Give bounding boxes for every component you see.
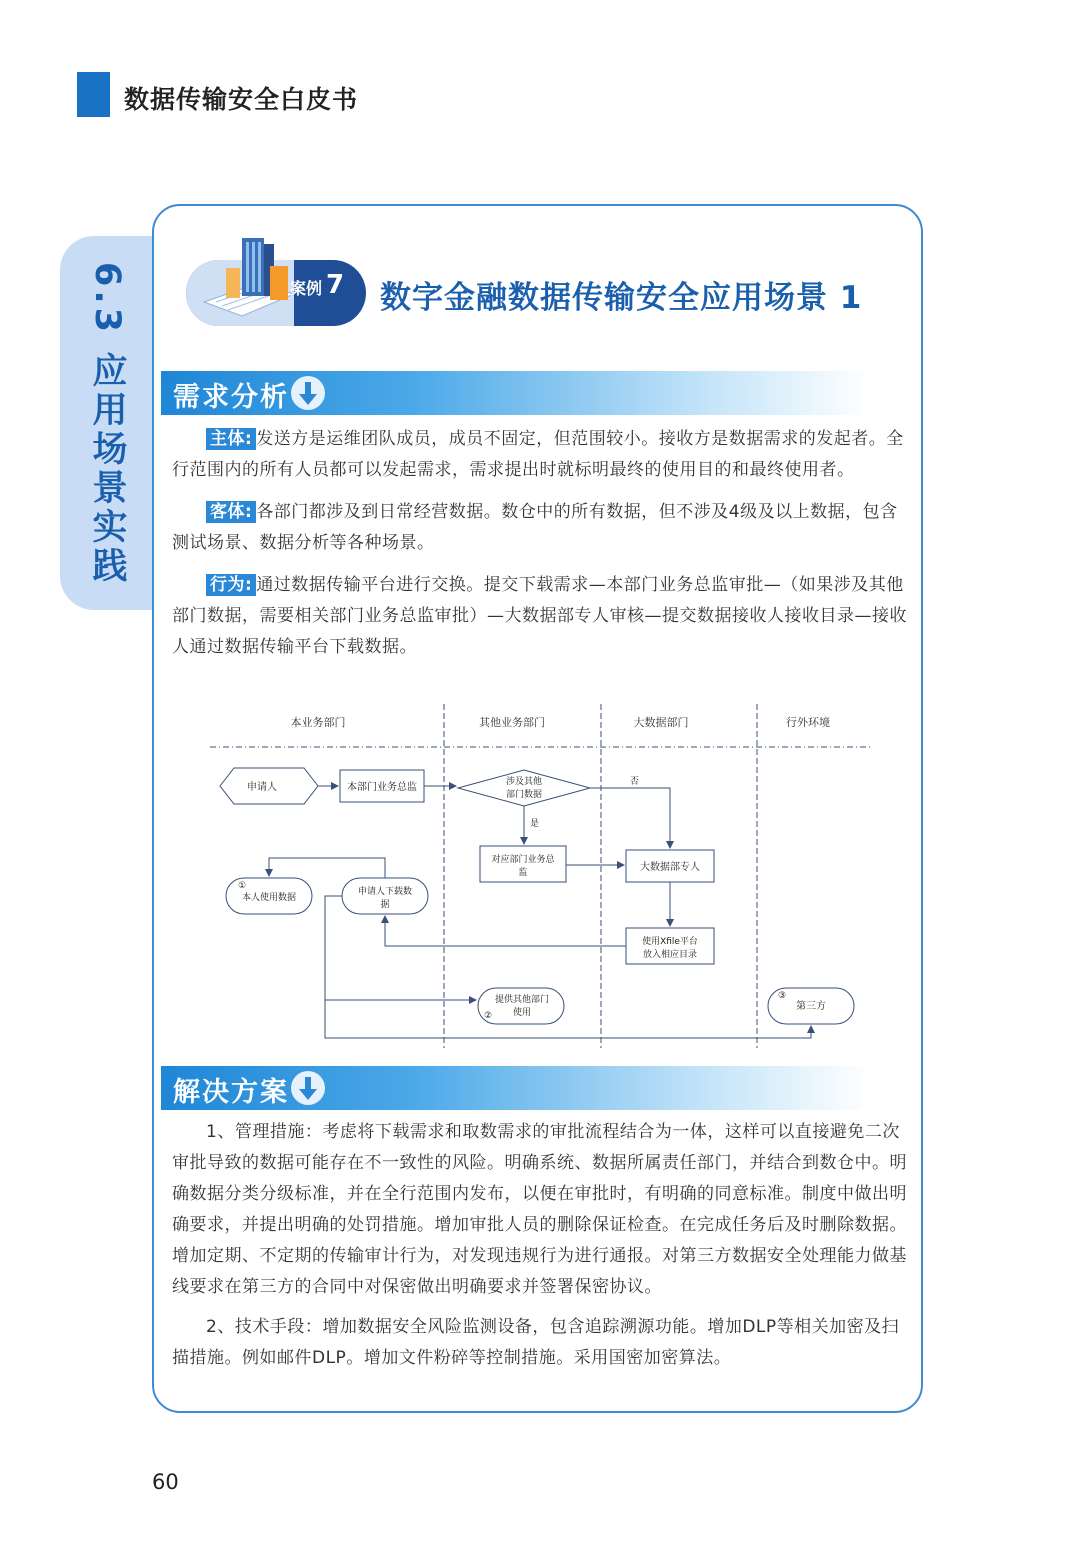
case-number: 7 <box>326 270 345 300</box>
download-label: 据 <box>380 900 390 910</box>
marker-2: ② <box>484 1011 493 1021</box>
subject-tag: 主体: <box>206 428 256 450</box>
case-title: 数字金融数据传输安全应用场景 1 <box>380 280 863 316</box>
other-use-label: 提供其他部门 <box>494 995 550 1005</box>
decision-node <box>458 770 590 806</box>
down-arrow-icon <box>291 376 325 410</box>
chapter-side-tab <box>60 236 154 610</box>
object-tag: 客体: <box>206 501 256 523</box>
down-arrow-icon <box>291 1071 325 1105</box>
management-paragraph: 1、管理措施：考虑将下载需求和取数需求的审批流程结合为一体，这样可以直接避免二次审批导致的数据可能存在不一致性的风险。明确系统、数据所属责任部门，并结合到数仓中。明确数据分类分级标准，并在全行范围内发布，以便在审批时，有明确的同意标准。制度中做出明确要求，并提出明确的处罚措施。增加审批人员的删除保证检查。在完成任务后及时删除数据。增加定期、不定期的传输审计行为，对发现违规行为进行通报。对第三方数据安全处理能力做基线要求在第三方的合同中对保密做出明确要求并签署保密协议。 <box>172 1122 907 1297</box>
yes-label: 是 <box>530 819 540 829</box>
applicant-label: 申请人 <box>247 782 277 793</box>
document-title: 数据传输安全白皮书 <box>124 85 359 114</box>
header-accent-bar <box>77 72 110 117</box>
action-tag: 行为: <box>206 574 256 596</box>
case-label: 案例 <box>290 279 323 298</box>
download-label: 申请人下载数 <box>357 887 413 897</box>
xfile-label: 放入相应目录 <box>642 950 698 960</box>
other-director-label: 监 <box>518 868 528 878</box>
other-use-label: 使用 <box>512 1008 532 1018</box>
dept-director-label: 本部门业务总监 <box>347 782 417 793</box>
subject-text: 发送方是运维团队成员，成员不固定，但范围较小。接收方是数据需求的发起者。全行范围内的所有人员都可以发起需求，需求提出时就标明最终的使用目的和最终使用者。 <box>172 429 904 480</box>
decision-label: 涉及其他 <box>505 777 543 787</box>
section-title: 解决方案 <box>173 1077 289 1108</box>
subject-paragraph <box>172 424 910 486</box>
other-director-label: 对应部门业务总 <box>491 855 555 865</box>
marker-1: ① <box>238 881 247 891</box>
technical-paragraph: 2、技术手段：增加数据安全风险监测设备，包含追踪溯源功能。增加DLP等相关加密及扫描措施。例如邮件DLP。增加文件粉碎等控制措施。采用国密加密算法。 <box>172 1317 900 1368</box>
lane-header: 本业务部门 <box>290 716 346 729</box>
bigdata-staff-label: 大数据部专人 <box>640 862 700 873</box>
section-title: 需求分析 <box>173 382 289 413</box>
object-paragraph <box>172 497 910 559</box>
process-flow-diagram <box>200 700 880 1055</box>
lane-header: 行外环境 <box>786 716 830 729</box>
section-header-requirements <box>161 371 871 415</box>
section-header-solution <box>161 1066 871 1110</box>
building-illustration-icon <box>196 232 296 324</box>
no-label: 否 <box>630 777 640 787</box>
page-number: 60 <box>152 1470 179 1494</box>
object-text: 各部门都涉及到日常经营数据。数仓中的所有数据，但不涉及4级及以上数据，包含测试场景、数据分析等各种场景。 <box>172 502 898 553</box>
marker-3: ③ <box>778 991 787 1001</box>
third-party-label: 第三方 <box>796 1001 826 1012</box>
lane-header: 其他业务部门 <box>479 716 545 729</box>
chapter-label: 6.3 应用场景实践 <box>87 262 127 587</box>
lane-header: 大数据部门 <box>633 716 689 729</box>
action-paragraph <box>172 570 910 663</box>
self-use-label: 本人使用数据 <box>241 893 297 903</box>
xfile-label: 使用Xfile平台 <box>642 937 698 947</box>
action-text: 通过数据传输平台进行交换。提交下载需求—本部门业务总监审批—（如果涉及其他部门数据，需要相关部门业务总监审批）—大数据部专人审核—提交数据接收人接收目录—接收人通过数据传输平台下载数据。 <box>172 575 907 657</box>
decision-label: 部门数据 <box>505 790 543 800</box>
